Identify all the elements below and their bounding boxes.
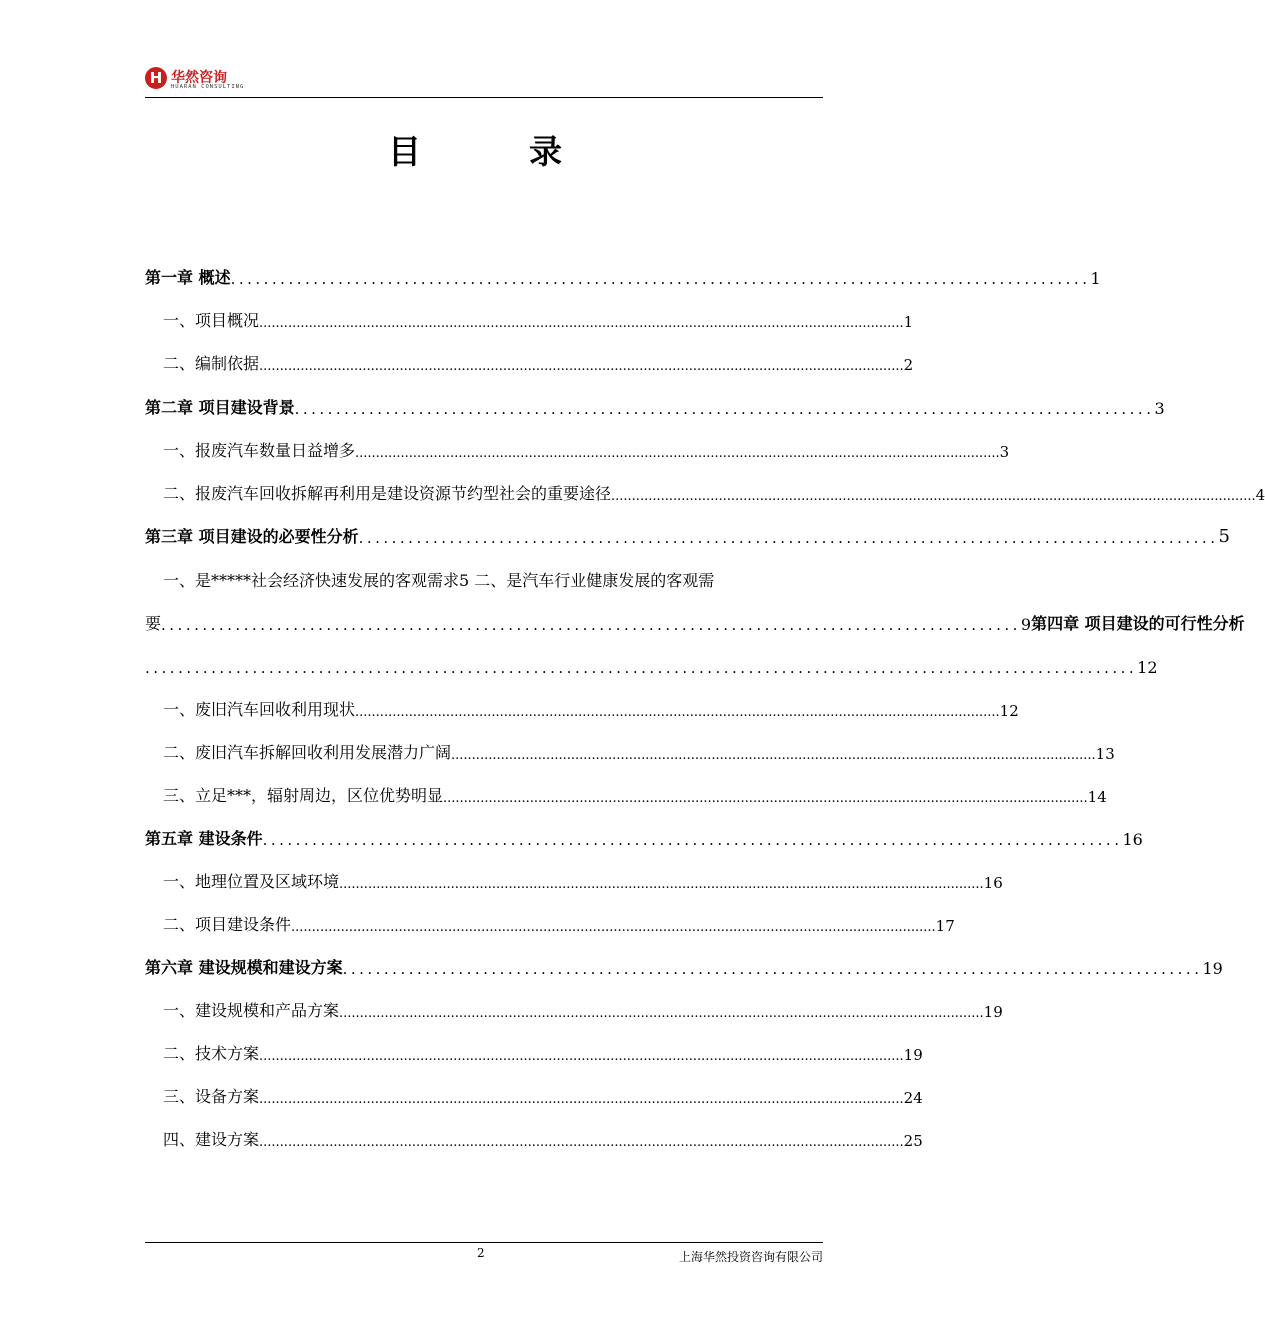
toc-entry[interactable]: [145, 388, 1165, 418]
toc-entry-label: 第三章 项目建设的必要性分析: [145, 527, 359, 546]
toc-entry-page: 16: [1122, 830, 1143, 849]
toc-entry[interactable]: [145, 1120, 923, 1150]
toc-entry-label: 二、报废汽车回收拆解再利用是建设资源节约型社会的重要途径: [163, 484, 612, 503]
toc-entry-label: 二、项目建设条件: [163, 915, 292, 934]
toc-entry[interactable]: [145, 258, 1101, 288]
toc-entry-label: 四、建设方案: [163, 1130, 260, 1149]
toc-entry-label: 一、废旧汽车回收利用现状: [163, 700, 356, 719]
leader-dots: ............................................................................................................................................................: [355, 446, 1000, 461]
toc-entry[interactable]: [145, 431, 1010, 461]
toc-entry-page: 2: [903, 356, 914, 374]
header-rule: [145, 97, 823, 98]
footer-page-number: 2: [477, 1246, 485, 1260]
toc-entry-page: 4: [1255, 486, 1265, 504]
para-line-3-page: 12: [1137, 658, 1158, 677]
toc-entry[interactable]: [145, 1034, 923, 1064]
leader-dots: ............................................................................................................................................................: [339, 877, 984, 892]
para-line-2-start: 要: [145, 614, 162, 633]
toc-entry[interactable]: [145, 517, 1230, 547]
toc-entry-label: 二、废旧汽车拆解回收利用发展潜力广阔: [163, 743, 452, 762]
toc-entry-page: 12: [999, 702, 1019, 720]
leader-dots: ........................................................................................................: [294, 400, 1155, 418]
toc-entry[interactable]: [145, 301, 914, 331]
toc-entry[interactable]: [145, 776, 1107, 806]
leader-dots: ............................................................................................................................................................: [291, 920, 936, 935]
toc-entry-page: 1: [1090, 269, 1101, 288]
para-line-2[interactable]: [145, 604, 1245, 634]
para-line-2-page: 9: [1020, 615, 1032, 634]
para-line-2-chapter: 第四章 项目建设的可行性分析: [1031, 614, 1245, 633]
toc-title-left: 目: [388, 132, 421, 171]
toc-entry[interactable]: [145, 905, 955, 935]
company-logo: [145, 66, 245, 96]
toc-entry-page: 17: [935, 917, 955, 935]
toc-title-right: 录: [529, 132, 562, 171]
toc-entry-page: 19: [1202, 959, 1223, 978]
toc-entry[interactable]: [145, 733, 1115, 763]
leader-dots: ........................................................................................................: [230, 270, 1091, 288]
leader-dots: ........................................................................................................: [358, 529, 1219, 547]
toc-entry-label: 第六章 建设规模和建设方案: [145, 958, 343, 977]
toc-entry-label: 第五章 建设条件: [145, 829, 263, 848]
toc-entry-page: 3: [999, 443, 1010, 461]
leader-dots: ........................................................................................................: [161, 616, 1021, 634]
logo-subtitle: HUARAN CONSULTING: [171, 84, 245, 90]
footer-company: 上海华然投资咨询有限公司: [678, 1250, 823, 1264]
para-line-1: [145, 561, 823, 591]
toc-entry-page: 16: [983, 874, 1003, 892]
leader-dots: ............................................................................................................................................................: [443, 791, 1088, 806]
leader-dots: ............................................................................................................................................................: [259, 316, 904, 331]
toc-entry-page: 19: [903, 1046, 923, 1064]
leader-dots: ............................................................................................................................................................: [355, 705, 1000, 720]
toc-entry-page: 5: [1218, 526, 1230, 547]
toc-entry[interactable]: [145, 474, 1265, 504]
toc-entry-label: 一、建设规模和产品方案: [163, 1001, 340, 1020]
toc-entry[interactable]: [145, 948, 1223, 978]
leader-dots: ............................................................................................................................................................: [339, 1006, 984, 1021]
para-line-1-text: 一、是*****社会经济快速发展的客观需求5 二、是汽车行业健康发展的客观需: [163, 571, 715, 590]
leader-dots: ........................................................................................................................: [145, 659, 1138, 677]
leader-dots: ............................................................................................................................................................: [259, 1135, 904, 1150]
toc-entry-label: 第一章 概述: [145, 268, 231, 287]
toc-entry[interactable]: [145, 1077, 923, 1107]
toc-entry[interactable]: [145, 690, 1019, 720]
leader-dots: ............................................................................................................................................................: [259, 1092, 904, 1107]
page-footer: [145, 1242, 823, 1272]
toc-entry-label: 一、项目概况: [163, 311, 260, 330]
para-line-3[interactable]: [145, 647, 1158, 677]
toc-entry[interactable]: [145, 991, 1003, 1021]
logo-mark: H: [149, 69, 163, 87]
toc-entry-page: 19: [983, 1003, 1003, 1021]
leader-dots: ........................................................................................................: [262, 831, 1123, 849]
leader-dots: ........................................................................................................: [342, 960, 1203, 978]
toc-entry-page: 1: [903, 313, 914, 331]
toc-entry-page: 24: [903, 1089, 923, 1107]
toc-entry[interactable]: [145, 819, 1143, 849]
toc-entry-label: 二、技术方案: [163, 1044, 260, 1063]
toc-entry-page: 13: [1095, 745, 1115, 763]
toc-title: [0, 126, 950, 173]
leader-dots: ............................................................................................................................................................: [259, 1049, 904, 1064]
toc-entry-page: 14: [1087, 788, 1107, 806]
leader-dots: ............................................................................................................................................................: [259, 359, 904, 374]
toc-entry-label: 三、立足***，辐射周边，区位优势明显: [163, 786, 444, 805]
logo-name: 华然咨询: [171, 70, 227, 86]
toc-entry[interactable]: [145, 344, 914, 374]
toc-entry-page: 25: [903, 1132, 923, 1150]
leader-dots: ............................................................................................................................................................: [451, 748, 1096, 763]
footer-rule: [145, 1242, 823, 1243]
toc-entry-label: 三、设备方案: [163, 1087, 260, 1106]
leader-dots: ............................................................................................................................................................: [611, 489, 1256, 504]
toc-entry-page: 3: [1154, 399, 1165, 418]
toc-entry-label: 第二章 项目建设背景: [145, 398, 295, 417]
page-header: [145, 66, 823, 98]
toc-entry-label: 一、报废汽车数量日益增多: [163, 441, 356, 460]
toc-entry-label: 二、编制依据: [163, 354, 260, 373]
toc-entry[interactable]: [145, 862, 1003, 892]
toc-entry-label: 一、地理位置及区域环境: [163, 872, 340, 891]
